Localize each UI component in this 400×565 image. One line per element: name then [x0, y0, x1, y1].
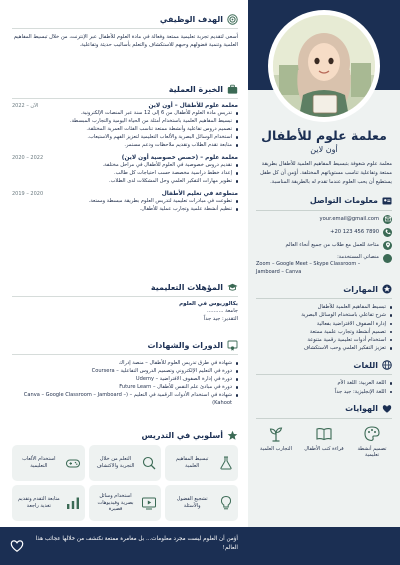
job-date: 2019 – 2020	[12, 191, 44, 197]
sidebar-body	[256, 128, 392, 459]
teaching-card	[89, 485, 162, 521]
contact-title	[256, 196, 392, 206]
objective-text: أسعى لتقديم تجربة تعليمية ممتعة وفعالة في مادة العلوم للأطفال عبر الإنترنت، من خلال تبسيط المفاهيم العلمية وتنمية فضولهم وحبهم للاستكشاف والتعلم بأساليب حديثة وتفاعلية.	[13, 34, 238, 49]
education-title	[12, 282, 238, 293]
contact-phone-row[interactable]	[256, 228, 392, 237]
job-bullets	[12, 197, 238, 213]
education-section	[12, 282, 238, 323]
lightbulb-icon	[218, 495, 234, 511]
education-title-text: المؤهلات التعليمية	[150, 283, 223, 292]
job-title: معلمة علوم – (حصص خصوصية أون لاين)	[121, 155, 238, 161]
briefcase-icon	[227, 84, 238, 95]
courses-title	[12, 340, 238, 351]
list-item: دورة في التعليم الإلكتروني وتصميم الدروس التفاعلية – Coursera	[12, 367, 238, 375]
hobbies-title-text: الهوايات	[345, 404, 378, 414]
objective-title-text: الهدف الوظيفي	[159, 15, 223, 24]
experience-item	[12, 191, 238, 213]
divider	[12, 296, 238, 297]
courses-title-text: الدورات والشهادات	[147, 341, 223, 350]
list-item: إعداد خطط دراسية مخصصة حسب احتياجات كل طالب.	[12, 169, 238, 177]
skills-title-text: المهارات	[343, 284, 378, 294]
job-bullets	[12, 161, 238, 185]
heart-outline-icon	[10, 539, 24, 553]
contact-tools-list: Zoom – Google Meet – Skype Classroom – Jamboard – Canva	[256, 261, 361, 275]
list-item: اللغة الإنجليزية: جيد جداً	[256, 388, 392, 396]
hobby-label: تصميم أنشطة تعليمية	[357, 445, 387, 459]
teaching-card	[12, 445, 85, 481]
progress-chart-icon	[65, 495, 81, 511]
magnifier-icon	[141, 455, 157, 471]
globe-icon	[382, 360, 392, 370]
job-date: 2022 – الآن	[12, 103, 39, 109]
list-item: دورة في مبادئ علم النفس للأطفال – Future Learn	[12, 383, 238, 391]
education-grade: التقدير: جيد جداً	[203, 316, 238, 323]
skills-title	[256, 284, 392, 294]
star-icon	[227, 430, 238, 441]
teaching-title-text: أسلوبي في التدريس	[141, 431, 223, 440]
skills-list	[256, 303, 392, 352]
list-item: تطوير مهارات التفكير العلمي وحل المشكلات لدى الطلاب.	[12, 177, 238, 185]
education-university: جامعة ..........	[207, 308, 238, 314]
list-item: استخدام أدوات تعليمية رقمية متنوعة	[256, 336, 392, 344]
hobby-item	[256, 425, 296, 459]
graduation-cap-icon	[227, 282, 238, 293]
teaching-card-label: استخدام وسائل بصرية وفيديوهات قصيرة	[97, 492, 134, 513]
certificate-icon	[227, 340, 238, 351]
job-title: معلمة علوم للأطفال – أون لاين	[148, 103, 238, 109]
gamepad-icon	[65, 455, 81, 471]
list-item: دورة في إدارة الصفوف الافتراضية – Udemy	[12, 375, 238, 383]
contact-phone: +20 123 456 7890	[330, 229, 379, 236]
location-pin-icon	[383, 241, 392, 250]
teacher-illustration-icon	[273, 15, 375, 117]
teaching-cards	[12, 445, 238, 521]
avatar-frame	[268, 10, 380, 122]
divider	[256, 298, 392, 299]
experience-title	[12, 84, 238, 95]
divider	[256, 210, 392, 211]
list-item: تبسيط المفاهيم العلمية باستخدام أمثلة من الحياة اليومية والتجارب المبسطة.	[12, 117, 238, 125]
list-item: شهادة في استخدام الأدوات الرقمية في التعليم – (Canva – Google Classroom – Jamboard – Kahoot)	[12, 391, 238, 407]
contact-email: your.email@gmail.com	[319, 216, 379, 223]
teaching-card	[165, 485, 238, 521]
footer-band	[0, 527, 400, 565]
footer-quote: أؤمن أن العلوم ليست مجرد معلومات... بل مغامرة ممتعة نكتشف من خلالها عجائب هذا العالم!	[35, 536, 238, 551]
contact-email-row[interactable]	[256, 215, 392, 224]
hobby-label: التجارب العلمية	[260, 445, 292, 452]
objective-section	[12, 14, 238, 49]
job-bullets	[12, 109, 238, 149]
teaching-card-label: تبسيط المفاهيم العلمية	[175, 456, 209, 469]
list-item: شهادة في طرق تدريس العلوم للأطفال – منصة إدراك	[12, 359, 238, 367]
languages-title	[256, 360, 392, 370]
contact-location: متاحة للعمل مع طلاب من جميع أنحاء العالم	[285, 242, 379, 249]
languages-list	[256, 379, 392, 395]
experience-item	[12, 155, 238, 185]
contact-card-icon	[382, 196, 392, 206]
objective-title	[12, 14, 238, 25]
sidebar	[248, 0, 400, 565]
divider	[12, 98, 238, 99]
list-item: تصميم أنشطة وتجارب علمية ممتعة	[256, 328, 392, 336]
divider	[12, 28, 238, 29]
teaching-card	[89, 445, 162, 481]
courses-list	[12, 359, 238, 407]
hobbies-list	[256, 425, 392, 459]
play-screen-icon	[141, 495, 157, 511]
job-title: متطوعة في تعليم الأطفال	[161, 191, 238, 197]
list-item: تعزيز التفكير العلمي وحب الاستكشاف	[256, 344, 392, 352]
flask-icon	[218, 455, 234, 471]
experience-item	[12, 103, 238, 149]
experience-section	[12, 84, 238, 213]
book-icon	[315, 425, 333, 443]
contact-title-text: معلومات التواصل	[309, 196, 378, 206]
list-item: تطوعت في مبادرات تعليمية لتدريس العلوم بطريقة مبسطة وممتعة.	[12, 197, 238, 205]
skills-icon	[382, 284, 392, 294]
job-date: 2020 – 2022	[12, 155, 44, 161]
list-item: تصميم دروس تفاعلية وأنشطة ممتعة تناسب الفئات العمرية المختلفة.	[12, 125, 238, 133]
contact-tools	[256, 254, 392, 277]
teaching-card	[165, 445, 238, 481]
list-item: استخدام الوسائل البصرية والألعاب التعليمية لتعزيز الفهم والاستيعاب.	[12, 133, 238, 141]
target-icon	[227, 14, 238, 25]
teaching-title	[12, 430, 238, 441]
hobbies-title	[256, 404, 392, 414]
teaching-card	[12, 485, 85, 521]
hobby-item	[304, 425, 344, 459]
divider	[12, 354, 238, 355]
list-item: اللغة العربية: اللغة الأم	[256, 379, 392, 387]
contact-location-row	[256, 241, 392, 250]
experience-title-text: الخبرة العملية	[168, 85, 223, 94]
profile-subname: أون لاين	[310, 145, 338, 154]
teaching-card-label: متابعة التقدم وتقديم تغذية راجعة	[17, 496, 60, 509]
contact-tools-label: منصاتي المستخدمة:	[337, 253, 379, 260]
divider	[256, 418, 392, 419]
education-degree: بكالوريوس في العلوم	[179, 301, 238, 307]
plant-icon	[267, 425, 285, 443]
teaching-style-section	[12, 430, 238, 521]
hobby-item	[352, 425, 392, 459]
list-item: تنظيم أنشطة علمية وتجارب عملية للأطفال.	[12, 205, 238, 213]
hobby-label: قراءة كتب الأطفال	[304, 445, 344, 452]
list-item: متابعة تقدم الطلاب وتقديم ملاحظات ودعم مستمر.	[12, 141, 238, 149]
teaching-card-label: تشجيع الفضول والأسئلة	[176, 496, 208, 509]
heart-icon	[382, 404, 392, 414]
phone-icon	[383, 228, 392, 237]
avatar	[273, 15, 375, 117]
profile-name: معلمة علوم للأطفال	[261, 128, 387, 143]
list-item: إدارة الصفوف الافتراضية بفعالية	[256, 320, 392, 328]
laptop-icon	[383, 254, 392, 263]
list-item: تبسيط المفاهيم العلمية للأطفال	[256, 303, 392, 311]
email-icon	[383, 215, 392, 224]
languages-title-text: اللغات	[353, 360, 378, 370]
list-item: شرح تفاعلي باستخدام الوسائل البصرية	[256, 311, 392, 319]
teaching-card-label: التعلم من خلال التجربة والاكتشاف	[96, 456, 135, 469]
divider	[256, 374, 392, 375]
list-item: تقديم دروس خصوصية في العلوم للأطفال في مراحل مختلفة.	[12, 161, 238, 169]
profile-intro: معلمة علوم شغوفة بتبسيط المفاهيم العلمية للأطفال بطريقة ممتعة وتفاعلية تناسب مستوياتهم المختلفة. أؤمن أن كل طفل يستطيع أن يحب العلوم عندما تقدم له بالطريقة المناسبة.	[260, 161, 392, 186]
teaching-card-label: استخدام الألعاب التعليمية	[22, 456, 56, 469]
courses-section	[12, 340, 238, 407]
palette-icon	[363, 425, 381, 443]
list-item: تدريس مادة العلوم للأطفال من 6 إلى 12 سنة عبر المنصات الإلكترونية.	[12, 109, 238, 117]
